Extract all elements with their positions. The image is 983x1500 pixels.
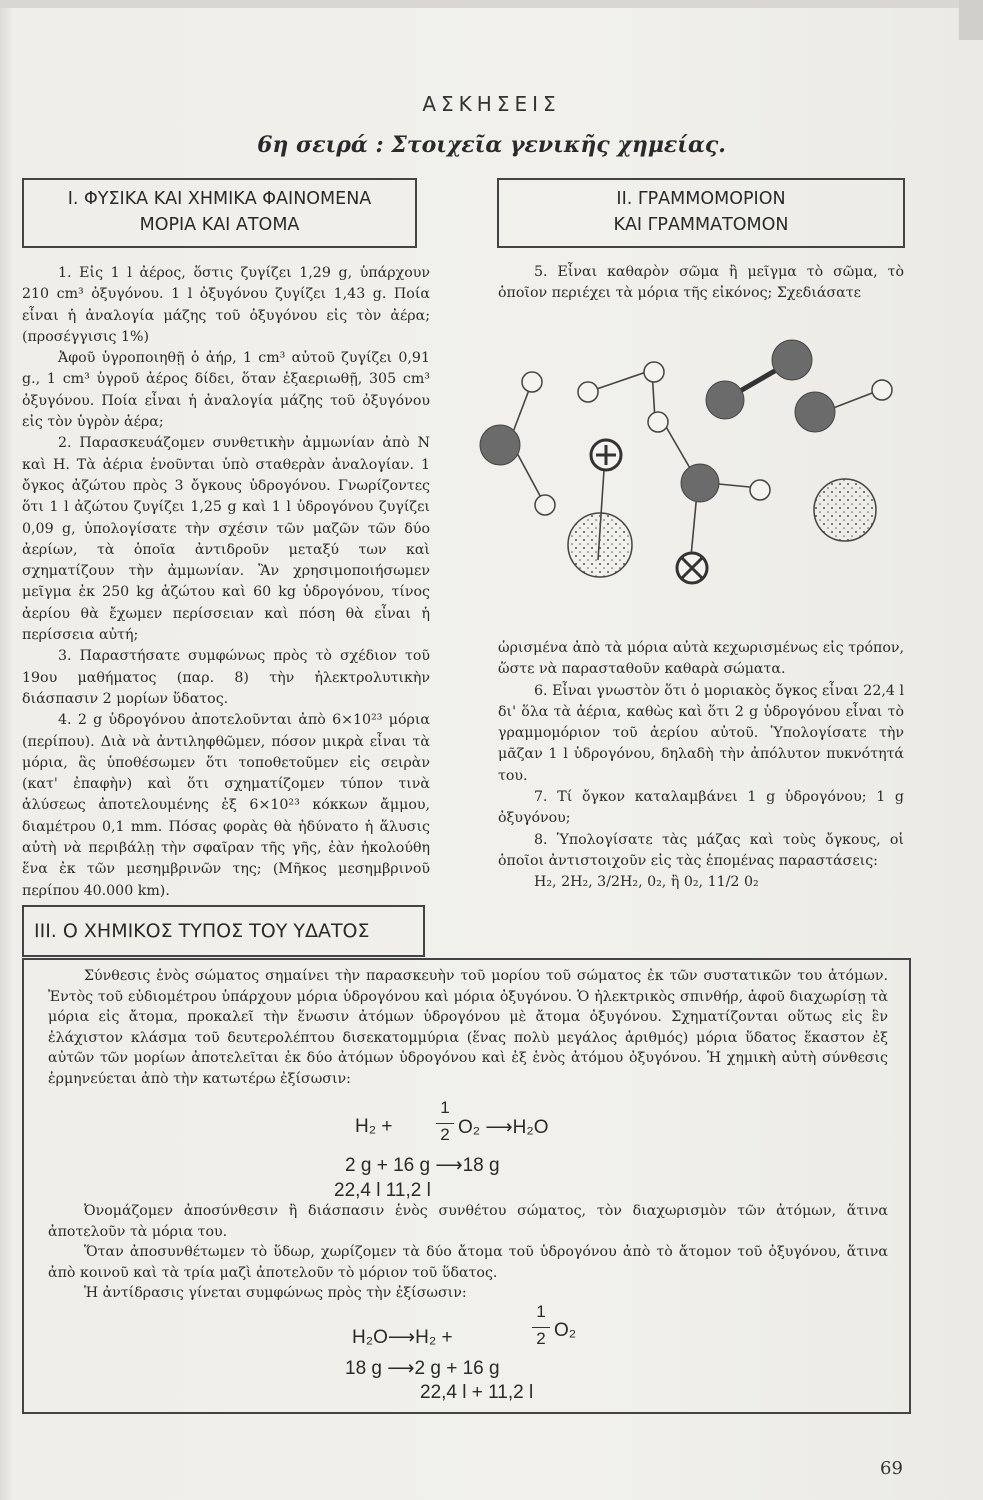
- section-2-heading-line-2: ΚΑΙ ΓΡΑΜΜΑΤΟΜΟΝ: [613, 215, 789, 235]
- hydrogen-atom: [522, 372, 542, 392]
- section-2-heading-line-1: ΙΙ. ΓΡΑΜΜΟΜΟΡΙΟΝ: [616, 189, 786, 209]
- hydrogen-atom: [750, 480, 770, 500]
- page-edge-top: [0, 0, 983, 8]
- equation-1-fraction-numerator: 1: [440, 1098, 450, 1117]
- exercise-6: 6. Εἶναι γνωστὸν ὅτι ὁ μοριακὸς ὄγκος εἶναι 22,4 l δι' ὅλα τὰ ἀέρια, καθὼς καὶ ὅτι 2 g ὑδρογόνου εἶναι τὸ γραμμομόριον τοῦ ἀερίου αὐτοῦ. Ὑπολογίσατε τὴν μᾶζαν 1 l ὑδρογόνου, δηλαδὴ τὴν ἀπόλυτον πυκνότητά του.: [498, 682, 904, 784]
- equation-1-right: O₂ ⟶H₂O: [458, 1117, 549, 1138]
- exercise-8: 8. Ὑπολογίσατε τὰς μάζας καὶ τοὺς ὄγκους, οἱ ὁποῖοι ἀντιστοιχοῦν εἰς τὰς ἑπομένας παραστάσεις:: [498, 831, 904, 869]
- dark-atom: [706, 381, 744, 419]
- equation-1-volumes: 22,4 l 11,2 l: [334, 1180, 431, 1201]
- equation-2-fraction-denominator: 2: [536, 1329, 546, 1348]
- section-3-text: [48, 966, 888, 1089]
- synthesis-paragraph: Σύνθεσις ἑνὸς σώματος σημαίνει τὴν παρασκευὴν τοῦ μορίου τοῦ σώματος ἐκ τῶν συστατικῶν του ἀτόμων. Ἐντὸς τοῦ εὐδιομέτρου ὑπάρχουν μόρια ὑδρογόνου καὶ μόρια ὀξυγόνου. Ὁ ἠλεκτρικὸς σπινθήρ, ἀφοῦ διαχωρίσῃ τὰ μόρια εἰς ἄτομα, προκαλεῖ τὴν ἕνωσιν ἀτόμων ὑδρογόνου μὲ ἄτομα ὀξυγόνου. Σχηματίζονται οὕτως εἰς ἓν ἐλάχιστον κλάσμα τοῦ δευτερολέπτου δισεκατομμύρια (ἕνας πολὺ μεγάλος ἀριθμός) μόρια ὕδατος ἕκαστον ἐξ αὐτῶν τῶν μορίων ἀποτελεῖται ἐκ δύο ἀτόμων ὑδρογόνου καὶ ἐξ ἑνὸς ἀτόμου ὀξυγόνου. Ἡ χημικὴ αὐτὴ σύνθεσις ἑρμηνεύεται ἀπὸ τὴν κατωτέρω ἐξίσωσιν:: [48, 968, 888, 1087]
- equation-1-masses: 2 g + 16 g ⟶18 g: [345, 1155, 500, 1176]
- decomposition-water: Ὅταν ἀποσυνθέτωμεν τὸ ὕδωρ, χωρίζομεν τὰ δύο ἄτομα τοῦ ὑδρογόνου ἀπὸ τὸ ἄτομον τοῦ ὀξυγόνου, ἅτινα ἀπὸ κοινοῦ καὶ τὰ τρία μαζὶ ἀποτελοῦν τὸ μόριον τοῦ ὕδατος.: [48, 1244, 888, 1281]
- exercise-8-expressions: H₂, 2H₂, 3/2H₂, 0₂, ἢ 0₂, 11/2 0₂: [534, 874, 759, 891]
- exercise-5-continued: ὡρισμένα ἀπὸ τὰ μόρια αὐτὰ κεχωρισμένως εἰς τρόπον, ὥστε νὰ παρασταθοῦν καθαρὰ σώματα.: [498, 640, 904, 678]
- section-3-text-2: [48, 1201, 888, 1304]
- hydrogen-atom: [644, 362, 664, 382]
- molecule-diagram: [470, 330, 910, 630]
- exercise-2: 2. Παρασκευάζομεν συνθετικὴν ἀμμωνίαν ἀπὸ N καὶ H. Τὰ ἀέρια ἑνοῦνται ὑπὸ σταθερὰν ἀναλογίαν. 1 ὄγκος ἀζώτου πρὸς 3 ὄγκους ὑδρογόνου. Γνωρίζοντες ὅτι 1 l ἀζώτου ζυγίζει 1,25 g καὶ 1 l ὑδρογόνου ζυγίζει 0,09 g, ὑπολογίσατε τὴν σχέσιν τῶν μαζῶν τῶν δύο ἀερίων, τὰ ὁποῖα ἀντιδροῦν μεταξύ των καὶ σχηματίζουν τὴν ἀμμωνίαν. Ἂν χρησιμοποιήσωμεν μεῖγμα ἐκ 250 kg ἀζώτου καὶ 60 kg ὑδρογόνου, τίνος ἀερίου θὰ ἔχωμεν περίσσειαν καὶ πόση θὰ εἶναι ἡ περίσσεια αὐτή;: [22, 435, 430, 644]
- exercise-1: 1. Εἰς 1 l ἀέρος, ὅστις ζυγίζει 1,29 g, ὑπάρχουν 210 cm³ ὀξυγόνου. 1 l ὀξυγόνου ζυγίζει 1,43 g. Ποία εἶναι ἡ ἀναλογία μάζης τοῦ ὀξυγόνου εἰς τὸν ἀέρα; (προσέγγισις 1%): [22, 265, 430, 345]
- right-column-top: [498, 262, 904, 305]
- equation-2-fraction-line: [532, 1327, 550, 1328]
- section-2-heading: [497, 178, 905, 248]
- page-number: 69: [880, 1458, 903, 1479]
- dark-atom: [772, 340, 812, 380]
- dark-atom: [480, 425, 520, 465]
- right-column-bottom: [498, 638, 904, 894]
- exercise-4: 4. 2 g ὑδρογόνου ἀποτελοῦνται ἀπὸ 6×10²³ μόρια (περίπου). Διὰ νὰ ἀντιληφθῶμεν, πόσον μικρὰ εἶναι τὰ μόρια, ἃς ὑποθέσωμεν ὅτι τοποθετοῦμεν εἰς σειρὰν (κατ' ἐπαφὴν) καὶ ὅτι σχηματίζομεν τύπον τινὰ ἁλύσεως ἀποτελουμένης ἐξ 6×10²³ κόκκων ἄμμου, διαμέτρου 0,1 mm. Πόσας φορὰς θὰ ἠδύνατο ἡ ἅλυσις αὐτὴ νὰ περιβάλῃ τὴν σφαῖραν τῆς γῆς, ἐὰν ἠκολούθη ἕνα ἐκ τῶν μεσημβρινῶν της; (Μῆκος μεσημβρινοῦ περίπου 40.000 km).: [22, 712, 430, 899]
- section-3-heading: ΙΙΙ. Ο ΧΗΜΙΚΟΣ ΤΥΠΟΣ ΤΟΥ ΥΔΑΤΟΣ: [22, 905, 425, 957]
- page-edge-corner: [959, 0, 983, 40]
- reaction-intro: Ἡ ἀντίδρασις γίνεται συμφώνως πρὸς τὴν ἐξίσωσιν:: [84, 1285, 467, 1301]
- equation-2-masses: 18 g ⟶2 g + 16 g: [345, 1358, 500, 1379]
- equation-2-left: H₂O⟶H₂ +: [352, 1327, 453, 1348]
- molecule-illustration: [470, 330, 910, 630]
- hydrogen-atom: [535, 495, 555, 515]
- equation-1-fraction-line: [436, 1123, 454, 1124]
- dark-atom: [681, 464, 719, 502]
- exercise-3: 3. Παραστήσατε συμφώνως πρὸς τὸ σχέδιον τοῦ 19ου μαθήματος (παρ. 8) τὴν ἠλεκτρολυτικὴν διάσπασιν 2 μορίων ὕδατος.: [22, 648, 430, 707]
- page-title: ΑΣΚΗΣΕΙΣ: [422, 92, 561, 116]
- dotted-atoms: [568, 479, 876, 577]
- hydrogen-atom: [578, 382, 598, 402]
- hydrogen-atom: [872, 380, 892, 400]
- decomposition-definition: Ὀνομάζομεν ἀποσύνθεσιν ἢ διάσπασιν ἑνὸς συνθέτου σώματος, τὸν διαχωρισμὸν τῶν ἀτόμων, ἅτινα ἀποτελοῦν τὰ μόρια του.: [48, 1203, 888, 1240]
- exercise-5: 5. Εἶναι καθαρὸν σῶμα ἢ μεῖγμα τὸ σῶμα, τὸ ὁποῖον περιέχει τὰ μόρια τῆς εἰκόνος; Σχεδιάσατε: [498, 264, 904, 302]
- left-column: [22, 263, 430, 902]
- dark-atom: [795, 392, 835, 432]
- dotted-atom: [568, 513, 632, 577]
- equation-1-left: H₂ +: [355, 1116, 393, 1137]
- hydrogen-atom: [648, 412, 668, 432]
- equation-2-fraction-numerator: 1: [536, 1302, 546, 1321]
- page-subtitle: 6η σειρά : Στοιχεῖα γενικῆς χημείας.: [257, 132, 726, 158]
- exercise-7: 7. Τί ὄγκον καταλαμβάνει 1 g ὑδρογόνου; 1 g ὀξυγόνου;: [498, 789, 904, 827]
- dotted-atom: [814, 479, 876, 541]
- equation-1-fraction-denominator: 2: [440, 1125, 450, 1144]
- equation-2-volumes: 22,4 l + 11,2 l: [420, 1382, 534, 1403]
- section-1-heading-line-2: ΜΟΡΙΑ ΚΑΙ ΑΤΟΜΑ: [139, 215, 300, 235]
- section-1-heading: [22, 178, 417, 248]
- equation-2-right: O₂: [554, 1320, 577, 1341]
- section-1-heading-line-1: Ι. ΦΥΣΙΚΑ ΚΑΙ ΧΗΜΙΚΑ ΦΑΙΝΟΜΕΝΑ: [67, 189, 372, 209]
- exercise-1-part-2: Ἀφοῦ ὑγροποιηθῇ ὁ ἀήρ, 1 cm³ αὐτοῦ ζυγίζει 0,91 g., 1 cm³ ὑγροῦ ἀέρος δίδει, ὅταν ἐξαεριωθῇ, 305 cm³ ὀξυγόνου. Ποία εἶναι ἡ ἀναλογία μάζης τοῦ ὀξυγόνου εἰς τὸν ὑγρὸν ἀέρα;: [22, 350, 430, 431]
